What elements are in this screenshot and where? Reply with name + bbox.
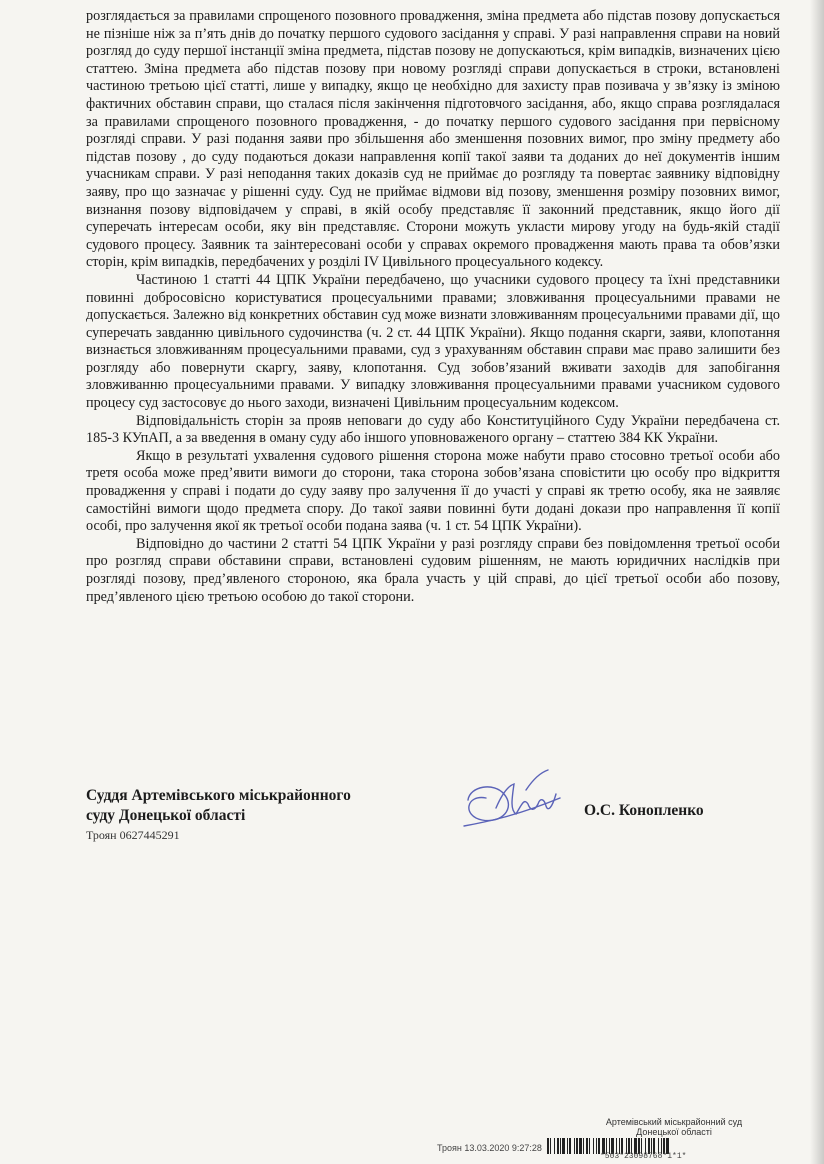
footer-court-line-1: Артемівський міськрайонний суд (605, 1117, 743, 1127)
judge-title-line-2: суду Донецької області (86, 807, 246, 824)
judge-title-line-1: Суддя Артемівського міськрайонного (86, 787, 351, 804)
footer-court-name (574, 1117, 774, 1137)
paragraph-2: Частиною 1 статті 44 ЦПК України передбачено, що учасники судового процесу та їхні представники повинні добросовісно користуватися процесуальними правами; зловживання процесуальними правами не допускається. Залежно від конкретних обставин суд може визнати зловживанням процесуальними правами дії, що суперечать завданню цивільного судочинства (ч. 2 ст. 44 ЦПК України). Якщо подання скарги, заяви, клопотання визнається зловживанням процесуальними правами, суд з урахуванням обставин справи має право залишити без розгляду або повернути скаргу, заяву, клопотання. Суд зобов’язаний вживати заходів для запобігання зловживанню процесуальними правами. У випадку зловживання процесуальними правами учасником судового процесу суд застосовує до нього заходи, визначені Цивільним процесуальним кодексом. (86, 271, 780, 412)
paragraph-5: Відповідно до частини 2 статті 54 ЦПК України у разі розгляду справи без повідомлення третьої особи про розгляд справи обставини справи, встановлені судовим рішенням, не мають юридичних наслідків при розгляді позову, пред’явленого стороною, яка брала участь у цій справі, до цієї третьої особи або позову, пред’явленого цією третьою особою до такої сторони. (86, 535, 780, 605)
footer-timestamp: Троян 13.03.2020 9:27:28 (437, 1143, 542, 1153)
footer-court-line-2: Донецької області (636, 1127, 712, 1137)
paragraph-4: Якщо в результаті ухвалення судового рішення сторона може набути право стосовно третьої особи або третя особа може пред’явити вимоги до сторони, така сторона зобов’язана сповістити цю особу про відкриття провадження у справі і подати до суду заяву про залучення її до участі у справі як третю особу, яка не заявляє самостійні вимоги щодо предмета спору. До такої заяви повинні бути додані докази про направлення її копії особі, про залучення якої як третьої особи подана заява (ч. 1 ст. 54 ЦПК України). (86, 447, 780, 535)
judge-name: О.С. Конопленко (584, 802, 704, 819)
handwritten-signature (456, 764, 566, 832)
page-edge-shadow (810, 0, 824, 1164)
paragraph-3: Відповідальність сторін за прояв неповаги до суду або Конституційного Суду України передбачена ст. 185-3 КУпАП, а за введення в оману суду або іншого уповноваженого органу – статтею 384 КК України. (86, 412, 780, 447)
clerk-contact: Троян 0627445291 (86, 828, 180, 842)
document-body (86, 8, 780, 606)
signature-block (86, 786, 386, 842)
barcode-number: *503*23098768*1*1* (600, 1152, 687, 1161)
paragraph-1: розглядається за правилами спрощеного позовного провадження, зміна предмета або підстав позову допускається не пізніше ніж за п’ять днів до початку першого судового засідання у справі. У разі направлення справи на новий розгляд до суду першої інстанції зміна предмета, підстав позову не допускаються, крім випадків, визначених цією статтею. Зміна предмета або підстав позову при новому розгляді справи допускається в строки, встановлені частиною третьою цієї статті, лише у випадку, якщо це необхідно для захисту прав позивача у зв’язку із зміною фактичних обставин справи, що сталася після закінчення підготовчого засідання, або, якщо справа розглядалася за правилами спрощеного позовного провадження, - до початку першого судового засідання при первісному розгляді справи. У разі подання заяви про збільшення або зменшення позовних вимог, про зміну предмету або підстав позову , до суду подаються докази направлення копії такої заяви та доданих до неї документів іншим учасникам справи. У разі неподання таких доказів суд не приймає до розгляду та повертає заявнику відповідну заяву, про що зазначає у рішенні суду. Суд не приймає відмови від позову, зменшення розміру позовних вимог, визнання позову відповідачем у справі, в якій особу представляє її законний представник, якщо його дії суперечать інтересам особи, яку він представляє. Сторони можуть укласти мирову угоду на будь-якій стадії судового процесу. Заявник та заінтересовані особи у справах окремого провадження мають права та обов’язки сторін, крім випадків, передбачених у розділі IV Цивільного процесуального кодексу. (86, 8, 780, 271)
